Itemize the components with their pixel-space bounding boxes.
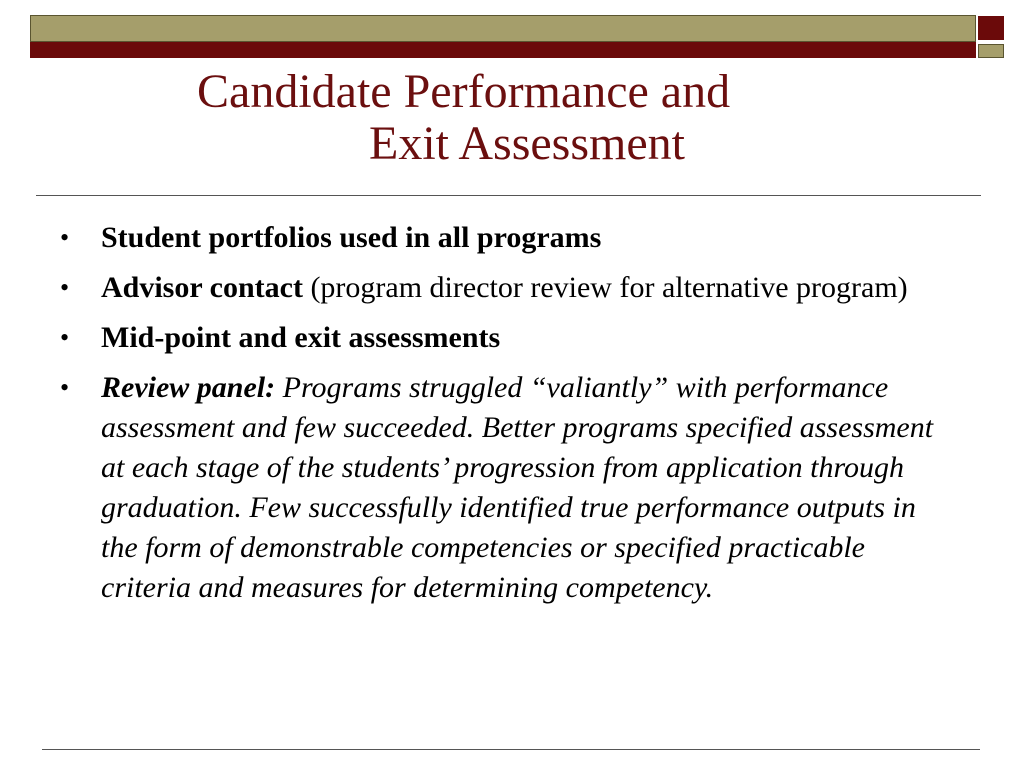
banner-maroon-bar <box>30 42 976 58</box>
bullet-text: Programs struggled “valiantly” with performance assessment and few succeeded. Better programs specified assessment at each stage of the students’ progression from application through graduation. Few successfully identified true performance outputs in the form of demonstrable competencies or specified practicable criteria and measures for determining competency. <box>101 371 934 604</box>
footer-divider <box>42 749 980 750</box>
banner-olive-square <box>978 44 1004 58</box>
slide-title <box>140 66 860 170</box>
bullet-text: (program director review for alternative program) <box>302 271 908 304</box>
bullet-item-advisor <box>60 268 960 308</box>
bullet-item-midpoint <box>60 318 960 358</box>
bullet-item-portfolios <box>60 218 960 258</box>
bullet-list <box>60 218 960 618</box>
bullet-icon: • <box>60 273 70 302</box>
bullet-bold-text: Student portfolios used in all programs <box>101 221 602 254</box>
bullet-bold-text: Mid-point and exit assessments <box>101 321 501 354</box>
bullet-item-review-panel <box>60 368 960 608</box>
bullet-icon: • <box>60 323 70 352</box>
bullet-bold-text: Review panel: <box>101 371 276 404</box>
slide-title-line2: Exit Assessment <box>369 117 686 170</box>
bullet-icon: • <box>60 223 70 252</box>
bullet-bold-text: Advisor contact <box>101 271 303 304</box>
banner-olive-bar <box>30 15 976 42</box>
slide-title-line1: Candidate Performance and <box>197 65 731 118</box>
title-divider <box>36 195 981 196</box>
bullet-icon: • <box>60 373 70 402</box>
header-banner <box>30 15 1006 59</box>
banner-maroon-square <box>978 16 1004 40</box>
